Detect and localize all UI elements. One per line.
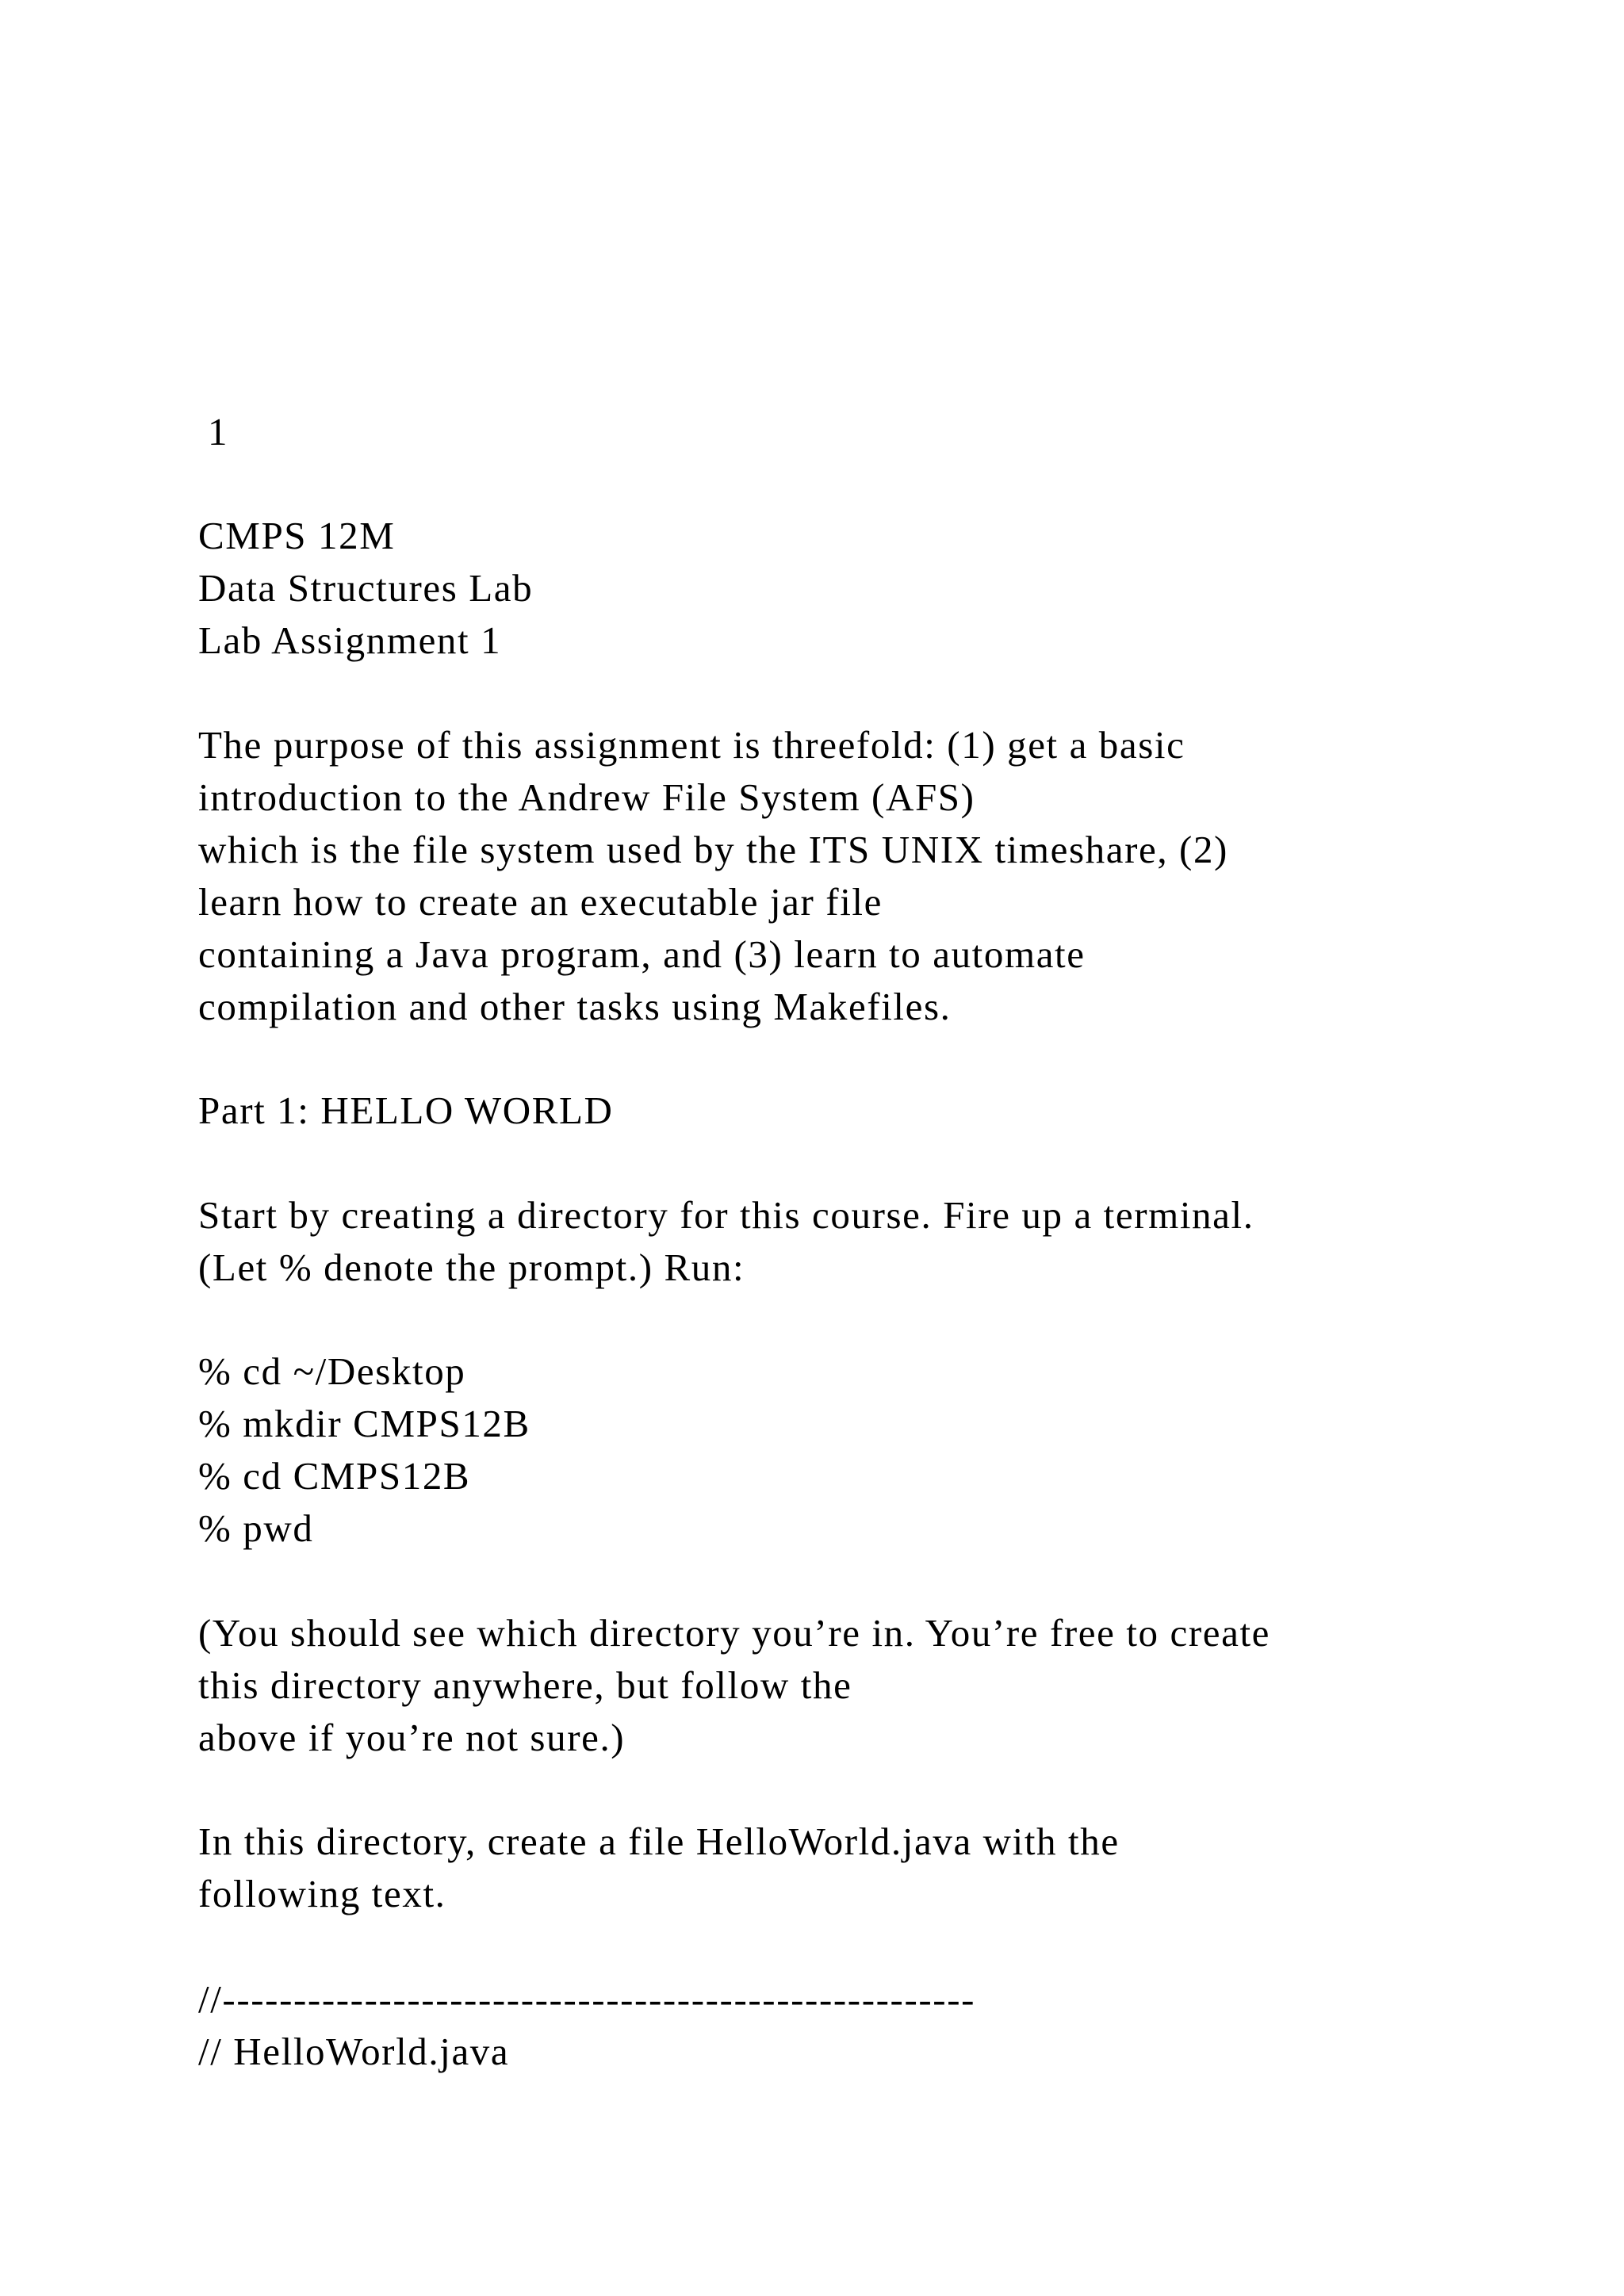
page-number — [208, 406, 1556, 458]
intro-line: compilation and other tasks using Makefiles. — [198, 985, 952, 1028]
code-line: // HelloWorld.java — [198, 2030, 510, 2073]
intro-line: learn how to create an executable jar file — [198, 880, 883, 924]
note-line: above if you’re not sure.) — [198, 1716, 626, 1759]
intro-line: The purpose of this assignment is threefold: (1) get a basic — [198, 723, 1185, 767]
page-number-text: 1 — [208, 410, 229, 453]
intro-paragraph — [198, 719, 1546, 1033]
note-line: (You should see which directory you’re in. You’re free to create — [198, 1611, 1271, 1655]
intro-line: containing a Java program, and (3) learn to automate — [198, 932, 1086, 976]
command-line: % cd ~/Desktop — [198, 1349, 466, 1393]
assignment-title: Lab Assignment 1 — [198, 618, 502, 662]
start-paragraph — [198, 1189, 1546, 1294]
lab-name: Data Structures Lab — [198, 566, 534, 610]
intro-line: introduction to the Andrew File System (AFS) — [198, 775, 975, 819]
create-line: following text. — [198, 1872, 446, 1915]
intro-line: which is the file system used by the ITS UNIX timeshare, (2) — [198, 828, 1228, 871]
start-line: (Let % denote the prompt.) Run: — [198, 1246, 745, 1289]
start-line: Start by creating a directory for this course. Fire up a terminal. — [198, 1193, 1254, 1237]
course-code: CMPS 12M — [198, 514, 396, 557]
create-line: In this directory, create a file HelloWorld.java with the — [198, 1820, 1120, 1863]
command-line: % mkdir CMPS12B — [198, 1402, 530, 1445]
document-heading — [198, 510, 1546, 667]
code-listing — [198, 1973, 1546, 2078]
code-line: //----------------------------------------------------- — [198, 1977, 976, 2021]
create-file-paragraph — [198, 1816, 1546, 1920]
note-paragraph — [198, 1607, 1546, 1764]
part1-heading — [198, 1085, 1546, 1137]
note-line: this directory anywhere, but follow the — [198, 1663, 852, 1707]
command-line: % pwd — [198, 1506, 314, 1550]
command-line: % cd CMPS12B — [198, 1454, 471, 1498]
command-list — [198, 1345, 1546, 1555]
part1-title: Part 1: HELLO WORLD — [198, 1089, 614, 1132]
